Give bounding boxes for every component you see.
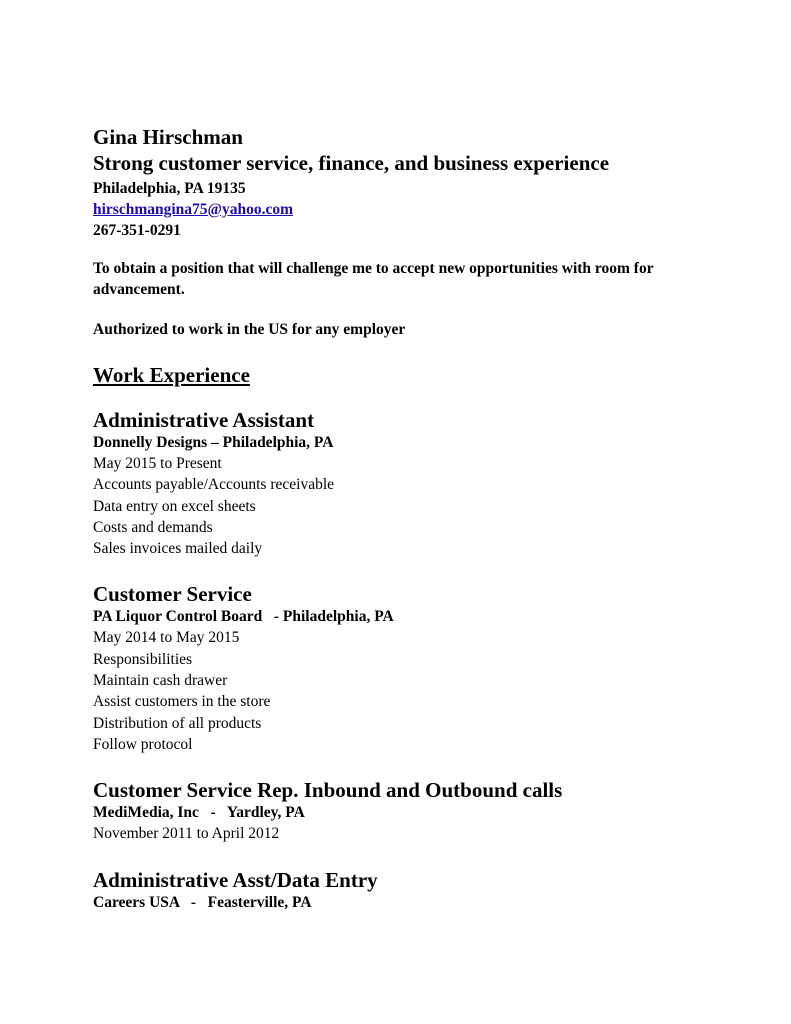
candidate-email-link[interactable]: hirschmangina75@yahoo.com: [93, 201, 294, 218]
objective-statement: To obtain a position that will challenge me to accept new opportunities with room for advancement.: [93, 260, 654, 298]
candidate-phone: 267-351-0291: [93, 222, 181, 239]
job-dates: November 2011 to April 2012: [93, 825, 280, 843]
job-duty: Distribution of all products: [93, 714, 262, 732]
job-title: Customer Service Rep. Inbound and Outbound calls: [93, 778, 563, 803]
job-company: MediMedia, Inc - Yardley, PA: [93, 804, 305, 822]
job-title: Customer Service: [93, 582, 252, 607]
job-title: Administrative Asst/Data Entry: [93, 867, 378, 892]
job-duty: Accounts payable/Accounts receivable: [93, 476, 335, 494]
job-company: Careers USA - Feasterville, PA: [93, 893, 312, 911]
resume-header: [93, 124, 743, 241]
work-experience-heading: Work Experience: [93, 363, 250, 387]
job-company: Donnelly Designs – Philadelphia, PA: [93, 434, 334, 451]
job-entry-administrative-assistant: [93, 408, 743, 559]
job-duty: Maintain cash drawer: [93, 672, 228, 690]
job-title: Administrative Assistant: [93, 408, 315, 432]
job-entry-administrative-asst-data-entry: [93, 868, 743, 913]
job-duty: Data entry on excel sheets: [93, 497, 256, 515]
job-company: PA Liquor Control Board - Philadelphia, PA: [93, 608, 394, 626]
resume-page: [93, 124, 743, 913]
job-entry-customer-service: [93, 582, 743, 755]
work-authorization: Authorized to work in the US for any employer: [93, 321, 406, 338]
job-entry-customer-service-rep: [93, 778, 743, 844]
job-duty: Sales invoices mailed daily: [93, 540, 263, 558]
job-duty: Assist customers in the store: [93, 693, 271, 711]
job-duty: Costs and demands: [93, 518, 213, 536]
candidate-location: Philadelphia, PA 19135: [93, 180, 246, 197]
job-dates: May 2015 to Present: [93, 455, 222, 472]
job-dates: May 2014 to May 2015: [93, 629, 240, 647]
job-duty: Responsibilities: [93, 650, 193, 668]
candidate-name: Gina Hirschman: [93, 125, 243, 149]
job-duty: Follow protocol: [93, 735, 193, 753]
candidate-headline: Strong customer service, finance, and business experience: [93, 151, 610, 175]
